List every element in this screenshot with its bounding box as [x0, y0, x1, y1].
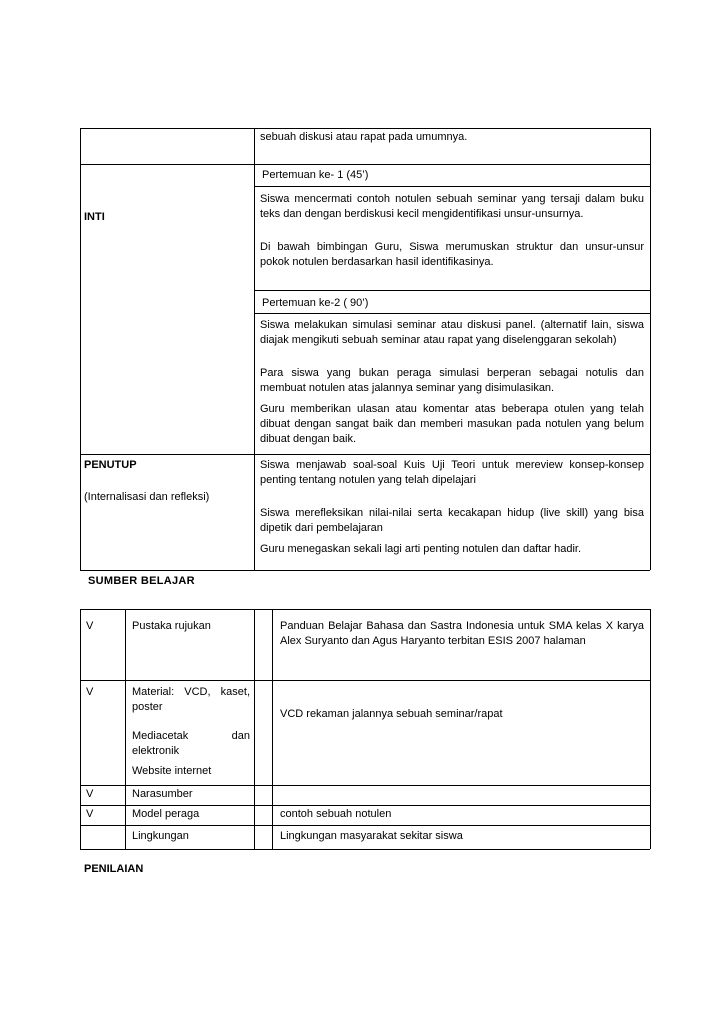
meeting2-item: Para siswa yang bukan peraga simulasi berperan sebagai notulis dan membuat notulen atas jalannya seminar yang disimulasikan. — [260, 367, 644, 394]
penutup-label: PENUTUP — [84, 459, 137, 471]
meeting1-item: Di bawah bimbingan Guru, Siswa merumuskan struktur dan unsur-unsur pokok notulen berdasarkan hasil identifikasinya. — [260, 241, 644, 268]
table-row-desc: contoh sebuah notulen — [280, 808, 392, 820]
meeting2-header: Pertemuan ke-2 ( 90’) — [262, 297, 369, 309]
table-row-desc: Panduan Belajar Bahasa dan Sastra Indonesia untuk SMA kelas X karya Alex Suryanto dan Agus Haryanto terbitan ESIS 2007 halaman — [280, 620, 644, 647]
inti-label: INTI — [84, 211, 105, 223]
inti-top-text: sebuah diskusi atau rapat pada umumnya. — [260, 131, 468, 143]
meeting2-item: Guru memberikan ulasan atau komentar atas beberapa otulen yang telah dibuat dengan sangat baik dan memberi masukan pada notulen yang belum dibuat dengan baik. — [260, 403, 644, 445]
penutup-item: Siswa merefleksikan nilai-nilai serta kecakapan hidup (live skill) yang bisa dipetik dari pembelajaran — [260, 507, 644, 534]
penutup-sublabel: (Internalisasi dan refleksi) — [84, 491, 210, 503]
meeting1-item: Siswa mencermati contoh notulen sebuah seminar yang tersaji dalam buku teks dan dengan berdiskusi kecil mengidentifikasi unsur-unsurnya. — [260, 193, 644, 220]
penutup-item: Guru menegaskan sekali lagi arti penting notulen dan daftar hadir. — [260, 543, 582, 555]
penilaian-title: PENILAIAN — [84, 863, 144, 875]
sumber-title: SUMBER BELAJAR — [88, 575, 195, 587]
table-row-source: Pustaka rujukan — [132, 620, 211, 632]
table-row-source: Mediacetak dan elektronik — [132, 730, 250, 757]
table-row-desc: Lingkungan masyarakat sekitar siswa — [280, 830, 463, 842]
table-row-source: Material: VCD, kaset, poster — [132, 686, 250, 713]
table-row-check: V — [86, 620, 94, 632]
meeting2-item: Siswa melakukan simulasi seminar atau diskusi panel. (alternatif lain, siswa diajak mengikuti sebuah seminar atau rapat yang diselenggaran sekolah) — [260, 319, 644, 346]
table-row-check: V — [86, 686, 94, 698]
table-row-source: Narasumber — [132, 788, 193, 800]
table-row-check: V — [86, 788, 94, 800]
table-row-source: Lingkungan — [132, 830, 189, 842]
table-row-check: V — [86, 808, 94, 820]
meeting1-header: Pertemuan ke- 1 (45’) — [262, 169, 369, 181]
table-row-source: Model peraga — [132, 808, 200, 820]
table-row-desc: VCD rekaman jalannya sebuah seminar/rapat — [280, 708, 503, 720]
table-row-source: Website internet — [132, 765, 212, 777]
penutup-item: Siswa menjawab soal-soal Kuis Uji Teori untuk mereview konsep-konsep penting tentang notulen yang telah dipelajari — [260, 459, 644, 486]
